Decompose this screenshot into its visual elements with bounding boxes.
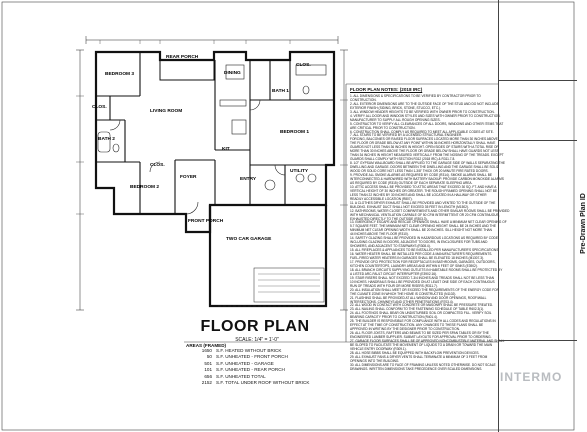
note-line: DRAWINGS. WRITTEN DIMENSIONS TAKE PRECEDENCE OVER SCALED DIMENSIONS. bbox=[350, 366, 483, 371]
note-line: RUN OF TREADS WITH FOUR OR MORE RISERS (R311.7). bbox=[350, 283, 438, 288]
note-line: 28. ALL HOSE BIBBS SHALL BE EQUIPPED WITH BACKFLOW PREVENTION DEVICES. bbox=[350, 350, 480, 355]
note-line: 19. STAIR RISERS SHALL NOT EXCEED 7-3/4 INCHES AND TREADS SHALL NOT BE LESS THAN bbox=[350, 275, 495, 280]
room-label-garage: TWO CAR GARAGE bbox=[226, 237, 272, 242]
note-line: 9. PROVIDE ALL SMOKE ALARMS AS REQUIRED BY CODE (R314). SMOKE ALARMS SHALL BE bbox=[350, 173, 492, 178]
note-line: 1. ALL DIMENSIONS & SPECIFICATIONS TO BE VERIFIED BY CONTRACTOR PRIOR TO bbox=[350, 93, 481, 98]
note-line: BE SLOPED TO FACILITATE THE MOVEMENT OF LIQUIDS TO A DRAIN OR TOWARD THE MAIN bbox=[350, 343, 493, 347]
note-line: ENGINEERED LUMBER SUPPLIER. SUBMIT LAYOUTS FOR APPROVAL PRIOR TO ORDERING. bbox=[350, 335, 492, 340]
note-line: A LISTED ARC-FAULT CIRCUIT INTERRUPTER (E3902.16). bbox=[350, 271, 437, 276]
plan-id-label: Pre-Drawn Plan ID bbox=[579, 193, 587, 254]
note-line: THAN 34 INCHES IN HEIGHT MEASURED VERTICALLY FROM THE NOSING OF THE TREADS. EXCEPT bbox=[350, 153, 504, 158]
area-sf-value: 656 bbox=[204, 373, 212, 379]
note-line: 15. ALL FIREPLACES & APPLIANCES TO BE INSTALLED PER MANUFACTURER'S SPECIFICATIONS. bbox=[350, 248, 500, 253]
room-label-bath1: BATH 1 bbox=[272, 89, 289, 94]
note-line: APPROVED IN WRITING BY THE DESIGNER PRIOR TO CONSTRUCTION. bbox=[350, 327, 460, 332]
note-line: 16. WATER HEATER SHALL BE INSTALLED PER CODE & MANUFACTURER'S REQUIREMENTS. bbox=[350, 252, 493, 257]
title-block-logo-cell bbox=[499, 0, 577, 81]
room-label-bedroom1: BEDROOM 1 bbox=[280, 130, 310, 135]
note-line: 29. ALL EXHAUST FANS & DRYER VENTS SHALL TERMINATE A MINIMUM OF 3 FEET FROM bbox=[350, 354, 488, 359]
note-line: 22. ALL WOOD IN CONTACT WITH CONCRETE OR MASONRY SHALL BE PRESSURE TREATED. bbox=[350, 303, 494, 308]
note-line: 5.7 SQUARE FEET. THE MINIMUM NET CLEAR OPENING HEIGHT SHALL BE 24 INCHES AND THE bbox=[350, 224, 496, 229]
note-line: WOOD OR SOLID CORE NOT LESS THAN 1-3/8" THICK OR 20 MINUTE FIRE RATED DOORS. bbox=[350, 169, 489, 174]
note-line: EXHAUSTED DIRECTLY TO THE OUTSIDE (R303.3). bbox=[350, 216, 428, 221]
note-line: KITCHEN COUNTERTOPS, LAUNDRY AREAS AND WITHIN 6 FEET OF SINKS (E3902). bbox=[350, 263, 478, 268]
note-line: 21. FLASHING SHALL BE PROVIDED AT ALL WINDOW AND DOOR OPENINGS, ROOF/WALL bbox=[350, 295, 487, 300]
room-label-bath2: BATH 2 bbox=[98, 137, 115, 142]
room-label-bedroom3: BEDROOM 3 bbox=[105, 72, 135, 77]
note-line: DWELLING AND GARAGE. DOORS BETWEEN THE DWELLING AND THE GARAGE SHALL BE SOLID bbox=[350, 165, 500, 170]
note-line: 23. ALL NAILING SHALL CONFORM TO THE FASTENING SCHEDULE OF TABLE R602.3(1). bbox=[350, 307, 485, 312]
room-label-clos-mid: CLOS. bbox=[150, 163, 165, 168]
note-line: BEARING CAPACITY PRIOR TO CONSTRUCTION (R401.4). bbox=[350, 315, 438, 320]
note-line: 6. CONSTRUCTION SHALL COMPLY AS REQUIRED TO MEET ALL APPLICABLE CODES AT SITE. bbox=[350, 129, 494, 134]
note-line: 17. PROVIDE GFCI PROTECTION FOR RECEPTACLES IN BATHROOMS, GARAGES, OUTDOORS, bbox=[350, 259, 496, 264]
area-sf-value: 50 bbox=[206, 354, 212, 360]
note-line: 4. VERIFY ALL DOOR AND WINDOW STYLES AND SIZES WITH OWNER PRIOR TO CONSTRUCTION. bbox=[350, 113, 501, 118]
note-line: WITH MECHANICAL VENTILATION CAPABLE OF 50 CFM INTERMITTENT OR 20 CFM CONTINUOUS, bbox=[350, 212, 500, 217]
plan-scale: SCALE: 1/4" = 1'-0" bbox=[235, 337, 279, 343]
watermark: INTERMO bbox=[500, 370, 563, 384]
note-line: SHOWERS, AND ADJACENT TO STAIRWAYS (R308.4). bbox=[350, 244, 431, 249]
note-line: 20. ALL INSULATION SHALL MEET OR EXCEED THE REQUIREMENTS OF THE ENERGY CODE FOR bbox=[350, 287, 499, 292]
note-line: INCLUDING GLAZING IN DOORS, ADJACENT TO DOORS, IN ENCLOSURES FOR TUBS AND bbox=[350, 240, 488, 245]
area-sf-value: 1650 bbox=[201, 348, 212, 353]
note-line: LESS THAN 22 INCHES BY 30 INCHES AND SHALL BE LOCATED IN A HALLWAY OR OTHER bbox=[350, 192, 487, 197]
note-line: VEHICLE ENTRY DOORWAY (R309.1). bbox=[350, 346, 407, 351]
note-line: MORE THAN 30 INCHES ABOVE THE FLOOR OR GRADE BELOW SHALL HAVE GUARDS NOT LESS bbox=[350, 149, 499, 154]
room-label-kitchen: KIT bbox=[222, 147, 230, 152]
note-line: 25. THE BUILDER IS RESPONSIBLE FOR COMPLIANCE WITH ALL CODES AND REGULATIONS IN bbox=[350, 319, 496, 324]
note-line: 24. ALL FOOTINGS SHALL BEAR ON UNDISTURBED SOIL OR COMPACTED FILL. VERIFY SOIL bbox=[350, 311, 492, 316]
room-label-clos-master: CLOS. bbox=[296, 63, 311, 68]
note-line: INTERSECTIONS, CHIMNEYS AND OTHER PENETRATIONS (R703.4). bbox=[350, 299, 454, 304]
room-label-dining: DINING bbox=[224, 71, 241, 76]
room-label-entry: ENTRY bbox=[240, 177, 257, 182]
note-line: 14. SAFETY GLAZING SHALL BE PROVIDED IN HAZARDOUS LOCATIONS AS REQUIRED BY CODE, bbox=[350, 236, 499, 241]
area-label: S.F. TOTAL UNDER ROOF WITHOUT BRICK bbox=[216, 380, 310, 386]
notes-title: FLOOR PLAN NOTES: (2018 IRC) bbox=[350, 87, 423, 92]
plan-title: FLOOR PLAN bbox=[200, 318, 310, 335]
note-line: 3. ALL WINDOW HEADER HEIGHTS TO BE VERIFIED WITH OWNER PRIOR TO CONSTRUCTION. bbox=[350, 109, 495, 114]
note-line: 12. BATHROOMS, WATER CLOSET COMPARTMENTS AND OTHER SIMILAR ROOMS SHALL BE PROVIDED bbox=[350, 208, 510, 213]
note-line: GUARDS SHALL COMPLY WITH SECTION R312 (2018 IRC) & R311.7.8. bbox=[350, 157, 456, 162]
room-label-living-room: LIVING ROOM bbox=[150, 109, 183, 114]
notes-list bbox=[350, 93, 510, 372]
area-sf-value: 2152 bbox=[201, 380, 212, 386]
areas-rows bbox=[186, 348, 344, 386]
note-line: 44 INCHES ABOVE THE FLOOR (R310). bbox=[350, 232, 409, 237]
note-line: VERTICAL HEIGHT OF 30 INCHES OR GREATER. THE ROUGH FRAMED OPENING SHALL NOT BE bbox=[350, 188, 498, 193]
note-line: 30. ALL DIMENSIONS ARE TO FACE OF FRAMING UNLESS NOTED OTHERWISE. DO NOT SCALE bbox=[350, 362, 496, 367]
room-label-rear-porch: REAR PORCH bbox=[166, 55, 199, 60]
note-line: MANUFACTURER TO SUPPLY ALL ROUGH OPENING SIZES. bbox=[350, 117, 441, 122]
note-line: 18. ALL BRANCH CIRCUITS SUPPLYING OUTLETS IN HABITABLE ROOMS SHALL BE PROTECTED BY bbox=[350, 267, 503, 272]
note-line: THE FLOOR OR GRADE BELOW AT ANY POINT WITHIN 36 INCHES HORIZONTALLY SHALL HAVE bbox=[350, 141, 496, 146]
room-label-clos-left: CLOS. bbox=[92, 105, 107, 110]
note-line: 8. 1/2" GYPSUM WALLBOARD SHALL BE APPLIED TO THE GARAGE SIDE OF WALLS SEPARATING THE bbox=[350, 161, 506, 166]
note-line: FUEL-FIRED WATER HEATERS IN GARAGES SHALL BE ELEVATED 18 INCHES (M1307.3). bbox=[350, 256, 484, 261]
note-line: 10 INCHES. HANDRAILS SHALL BE PROVIDED ON AT LEAST ONE SIDE OF EACH CONTINUOUS bbox=[350, 279, 495, 284]
note-line: CONSTRUCTION. bbox=[350, 97, 377, 102]
floor-plan-notes bbox=[350, 87, 510, 372]
note-line: 7. ALL STAIRS TO BE VERIFIED BY A LICENSED STRUCTURAL ENGINEER. bbox=[350, 133, 463, 138]
note-line: OPENINGS INTO THE BUILDING. bbox=[350, 358, 400, 363]
note-line: FORCING, BALCONIES OR RAISED FLOOR SURFACES LOCATED MORE THAN 30 INCHES ABOVE bbox=[350, 137, 498, 142]
room-label-foyer: FOYER bbox=[180, 175, 197, 180]
area-row bbox=[186, 380, 344, 386]
area-sf-value: 101 bbox=[204, 367, 212, 373]
garage-door bbox=[218, 268, 324, 306]
title-block-sheet-cell bbox=[499, 340, 577, 432]
note-line: 27. GARAGE FLOOR SURFACES SHALL BE OF APPROVED NONCOMBUSTIBLE MATERIAL AND SHALL bbox=[350, 339, 505, 344]
note-line: THE CLIMATE ZONE IN WHICH THE HOME IS CONSTRUCTED (N1102). bbox=[350, 291, 457, 296]
area-label: S.F. UNHEATED - FRONT PORCH bbox=[216, 354, 288, 360]
room-label-bedroom2: BEDROOM 2 bbox=[130, 185, 160, 190]
note-line: 13. EMERGENCY ESCAPE AND RESCUE OPENINGS SHALL HAVE A MINIMUM NET CLEAR OPENING OF bbox=[350, 220, 507, 225]
note-line: 2. ALL EXTERIOR DIMENSIONS ARE TO THE OUTSIDE FACE OF THE STUD AND DO NOT INCLUDE bbox=[350, 101, 499, 106]
note-line: EFFECT AT THE TIME OF CONSTRUCTION. ANY CHANGES TO THESE PLANS SHALL BE bbox=[350, 323, 484, 328]
note-line: EXTERIOR FINISH (SIDING, BRICK, STONE, STUCCO, ETC.). bbox=[350, 105, 441, 110]
note-line: 11. A CLOTHES DRYER EXHAUST SHALL BE PROVIDED AND VENTED TO THE OUTSIDE OF THE bbox=[350, 200, 496, 205]
note-line: AS REQUIRED BY CODE (R315) OUTSIDE OF EACH SEPARATE SLEEPING AREA. bbox=[350, 180, 473, 185]
note-line: READILY ACCESSIBLE LOCATION (R807). bbox=[350, 196, 413, 201]
room-label-utility: UTILITY bbox=[290, 169, 309, 174]
title-block-info-cell bbox=[499, 80, 577, 141]
note-line: INTERCONNECTED & HARDWIRED WITH BATTERY BACKUP. PROVIDE CARBON MONOXIDE ALARMS bbox=[350, 176, 504, 181]
area-label: S.F. UNHEATED - REAR PORCH bbox=[216, 367, 285, 373]
note-line: 10. ATTIC ACCESS SHALL BE PROVIDED TO ATTIC AREAS THAT EXCEED 30 SQ. FT. AND HAVE A bbox=[350, 184, 497, 189]
areas-heading: AREAS (FRAMED) bbox=[186, 343, 227, 348]
room-label-front-porch: FRONT PORCH bbox=[188, 219, 224, 224]
areas-table bbox=[186, 343, 344, 386]
area-label: S.F. HEATED WITHOUT BRICK bbox=[216, 348, 282, 353]
note-line: 5. CONTRACTOR TO VERIFY ALL CLEARANCES OF ALL DOORS, WINDOWS AND OTHER ITEMS THAT bbox=[350, 121, 504, 126]
note-line: 26. ALL FLOOR JOISTS, RAFTERS AND BEAMS TO BE SIZED PER SPAN TABLES OR BY THE bbox=[350, 331, 489, 336]
area-sf-value: 501 bbox=[204, 360, 212, 366]
note-line: BUILDING. EXHAUST DUCT SHALL NOT EXCEED 35 FEET IN LENGTH (M1502). bbox=[350, 204, 469, 209]
title-block-plan-cell bbox=[499, 140, 577, 341]
fixtures bbox=[98, 65, 326, 214]
area-label: S.F. UNHEATED TOTAL bbox=[216, 373, 266, 379]
note-line: GUARDS NOT LESS THAN 36 INCHES IN HEIGHT. OPEN SIDES OF STAIRS WITH A TOTAL RISE OF bbox=[350, 145, 499, 150]
note-line: MINIMUM NET CLEAR OPENING WIDTH SHALL BE 20 INCHES. SILL HEIGHT NOT MORE THAN bbox=[350, 228, 492, 233]
title-block bbox=[498, 0, 577, 432]
note-line: ARE CRITICAL PRIOR TO CONSTRUCTION. bbox=[350, 125, 416, 130]
area-label: S.F. UNHEATED - GARAGE bbox=[216, 360, 274, 366]
